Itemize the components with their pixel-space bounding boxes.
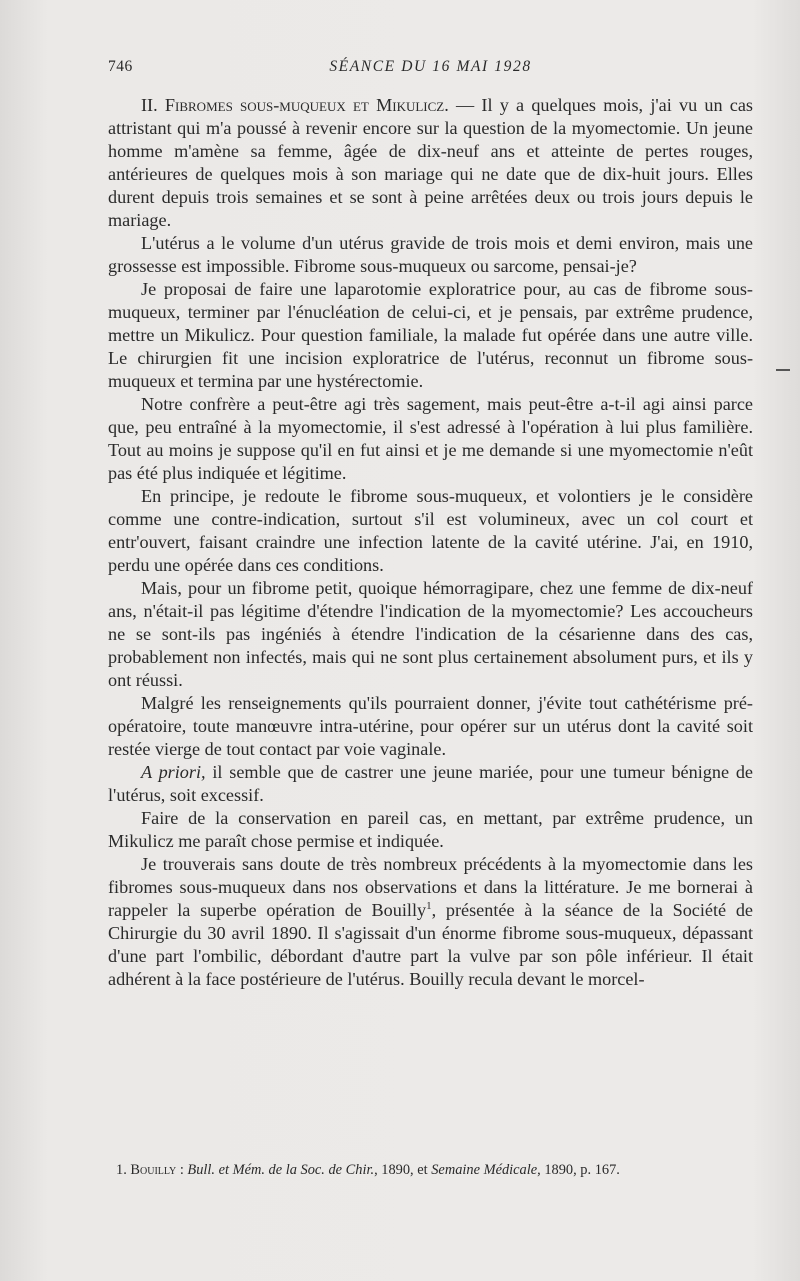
footnote-reference: 1 [426, 899, 432, 912]
section-opening-text: — Il y a quelques mois, j'ai vu un cas attristant qui m'a poussé à revenir encore sur la question de la myomectomie. Un jeune homme m'amène sa femme, âgée de dix-neuf ans et atteinte de pertes rouges, antérieures de quelques mois à son mariage qui ne date que de dix-huit jours. Elles durent depuis trois semaines et se sont à peine arrêtées deux ou trois jours depuis le mariage. [108, 95, 754, 230]
margin-mark [776, 369, 790, 371]
page-number: 746 [108, 58, 133, 75]
footnote-author: Bouilly [130, 1162, 177, 1178]
footnote: 1. Bouilly : Bull. et Mém. de la Soc. de Chir., 1890, et Semaine Médicale, 1890, p. 167. [108, 1160, 753, 1180]
paragraph: Faire de la conservation en pareil cas, en mettant, par extrême prudence, un Mikulicz me paraît chose permise et indiquée. [108, 808, 753, 851]
footnote-journal: Bull. et Mém. de la Soc. de Chir. [187, 1162, 375, 1178]
paragraph: A priori, il semble que de castrer une jeune mariée, pour une tumeur bénigne de l'utérus, soit excessif. [108, 762, 753, 805]
page-header [108, 58, 753, 82]
paragraph-section-heading [108, 94, 753, 232]
body-text [108, 94, 753, 991]
paragraph: L'utérus a le volume d'un utérus gravide de trois mois et demi environ, mais une grossesse est impossible. Fibrome sous-muqueux ou sarcome, pensai-je? [108, 233, 753, 276]
section-title: Fibromes sous-muqueux et Mikulicz. [164, 95, 449, 115]
italic-phrase: A priori, [141, 762, 206, 782]
paragraph: En principe, je redoute le fibrome sous-muqueux, et volontiers je le considère comme une contre-indication, surtout s'il est volumineux, avec un col court et entr'ouvert, faisant craindre une infection latente de la cavité utérine. J'ai, en 1910, perdu une opérée dans ces conditions. [108, 486, 753, 575]
paragraph: Je proposai de faire une laparotomie exploratrice pour, au cas de fibrome sous-muqueux, terminer par l'énucléation de celui-ci, et je pensais, par extrême prudence, mettre un Mikulicz. Pour question familiale, la malade fut opérée dans une autre ville. Le chirurgien fit une incision exploratrice de l'utérus, reconnut un fibrome sous-muqueux et termina par une hystérectomie. [108, 279, 753, 391]
footnote-number: 1. [116, 1162, 127, 1178]
paragraph: Mais, pour un fibrome petit, quoique hémorragipare, chez une femme de dix-neuf ans, n'était-il pas légitime d'étendre l'indication de la myomectomie? Les accoucheurs ne se sont-ils pas ingéniés à étendre l'indication de la césarienne dans des cas, probablement non infectés, mais qui ne sont plus certainement absolument purs, et ils y ont réussi. [108, 578, 753, 690]
running-head: SÉANCE DU 16 MAI 1928 [329, 58, 532, 75]
footnote-journal-2: Semaine Médicale [431, 1162, 538, 1178]
paragraph: Malgré les renseignements qu'ils pourraient donner, j'évite tout cathétérisme pré-opératoire, toute manœuvre intra-utérine, pour opérer sur un utérus dont la cavité soit restée vierge de tout contact par voie vaginale. [108, 693, 753, 759]
section-number: II. [141, 95, 158, 115]
paragraph: Je trouverais sans doute de très nombreux précédents à la myomectomie dans les fibromes sous-muqueux dans nos observations et dans la littérature. Je me bornerai à rappeler la superbe opération de Bouilly$^1$, présentée à la séance de la Société de Chirurgie du 30 avril 1890. Il s'agissait d'un énorme fibrome sous-muqueux, dépassant d'une part l'ombilic, débordant d'autre part la vulve par son pôle inférieur. Il était adhérent à la face postérieure de l'utérus. Bouilly recula devant le morcel- [108, 854, 753, 989]
paragraph: Notre confrère a peut-être agi très sagement, mais peut-être a-t-il agi ainsi parce que, peu entraîné à la myomectomie, il s'est adressé à l'opération à lui plus familière. Tout au moins je suppose qu'il en fut ainsi et je me demande si une myomectomie n'eût pas été plus indiquée et légitime. [108, 394, 753, 483]
